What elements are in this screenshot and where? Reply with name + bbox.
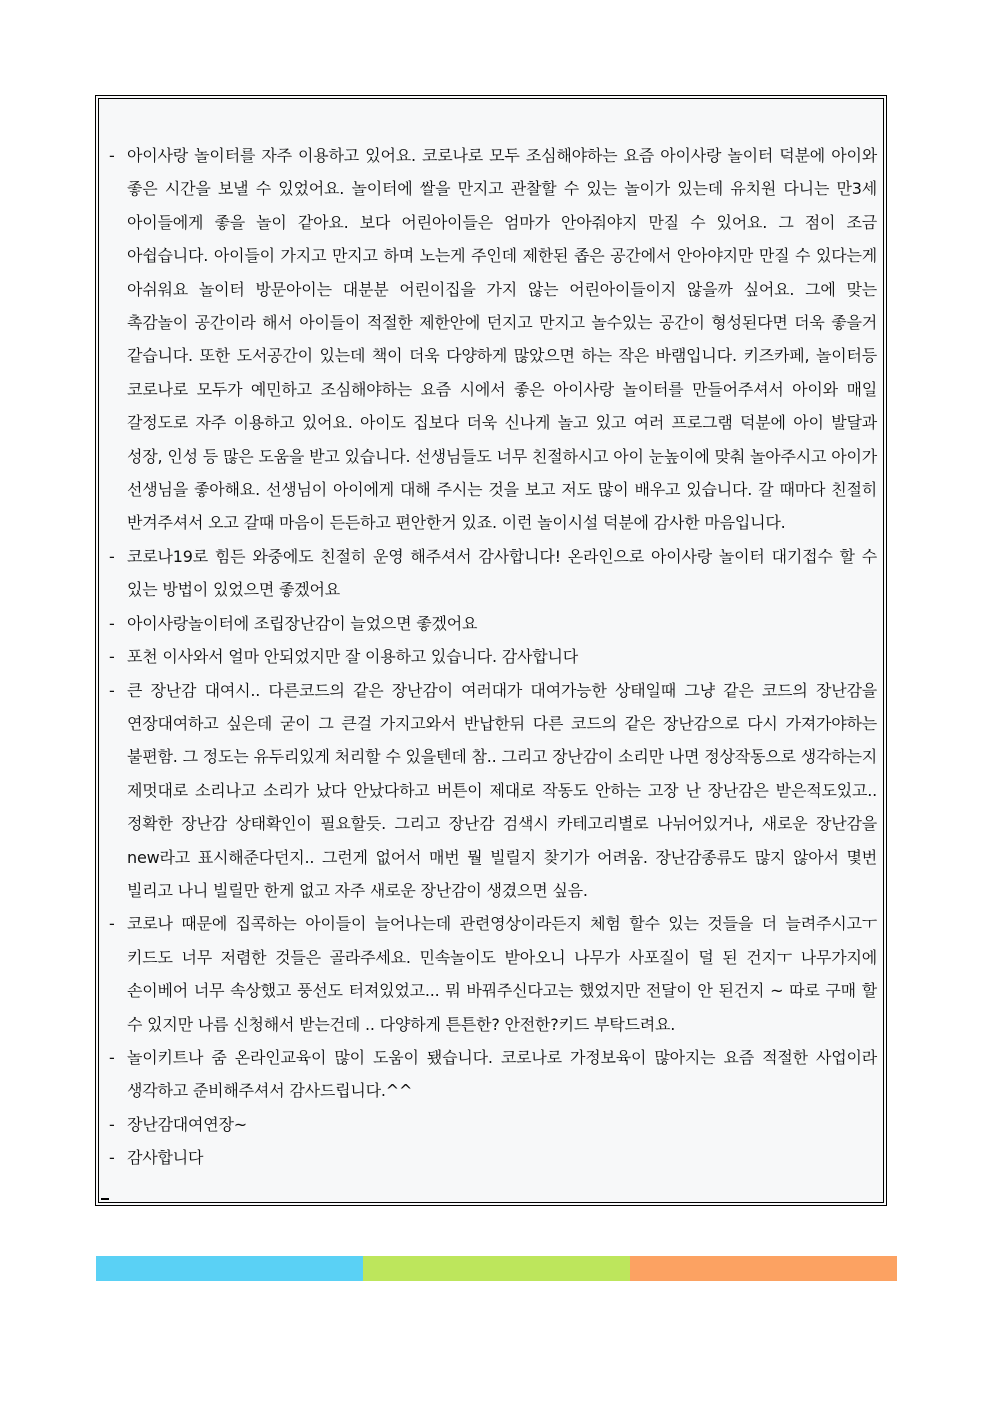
comment-text: 아이사랑놀이터에 조립장난감이 늘었으면 좋겠어요 (127, 613, 478, 633)
comment-text: 놀이키트나 줌 온라인교육이 많이 도움이 됐습니다. 코로나로 가정보육이 많아지는 요즘 적절한 사업이라 생각하고 준비해주셔서 감사드립니다.^^ (127, 1047, 877, 1101)
comment-item (109, 640, 877, 673)
bullet-dash: - (109, 914, 115, 934)
comment-text: 장난감대여연장~ (127, 1114, 247, 1134)
comment-text: 감사합니다 (127, 1148, 204, 1168)
bullet-dash: - (109, 1047, 115, 1067)
comment-item (109, 1108, 877, 1141)
comment-text: 코로나19로 힘든 와중에도 친절히 운영 해주셔서 감사합니다! 온라인으로 아이사랑 놀이터 대기접수 할 수 있는 방법이 있었으면 좋겠어요 (127, 546, 877, 600)
footer-color-bar (96, 1256, 897, 1281)
footer-bar-blue (96, 1256, 363, 1281)
comment-text: 포천 이사와서 얼마 안되었지만 잘 이용하고 있습니다. 감사합니다 (127, 647, 579, 667)
text-cursor-mark (101, 1198, 109, 1200)
bullet-dash: - (109, 613, 115, 633)
bullet-dash: - (109, 1114, 115, 1134)
comment-list (109, 139, 877, 1175)
comments-box (95, 95, 887, 1206)
comment-item (109, 540, 877, 607)
footer-bar-orange (630, 1256, 897, 1281)
comment-item (109, 1041, 877, 1108)
footer-bar-green (363, 1256, 630, 1281)
comment-item (109, 907, 877, 1041)
comment-item (109, 607, 877, 640)
comment-item (109, 674, 877, 908)
bullet-dash: - (109, 1148, 115, 1168)
bullet-dash: - (109, 146, 115, 165)
comment-text: 코로나 때문에 집콕하는 아이들이 늘어나는데 관련영상이라든지 체험 할수 있는 것들을 더 늘려주시고ㅜ 키드도 너무 저렴한 것들은 골라주세요. 민속놀이도 받아오니 나무가 사포질이 덜 된 건지ㅜ 나무가지에 손이베어 너무 속상했고 풍선도 터져있었고... 뭐 바꿔주신다고는 했었지만 전달이 안 된건지 ~ 따로 구매 할 수 있지만 나름 신청해서 받는건데 .. 다양하게 튼튼한? 안전한?키드 부탁드려요. (127, 914, 877, 1034)
bullet-dash: - (109, 680, 115, 700)
comment-text: 아이사랑 놀이터를 자주 이용하고 있어요. 코로나로 모두 조심해야하는 요즘 아이사랑 놀이터 덕분에 아이와 좋은 시간을 보낼 수 있었어요. 놀이터에 쌀을 만지고 관찰할 수 있는 놀이가 있는데 유치원 다니는 만3세 아이들에게 좋을 놀이 같아요. 보다 어린아이들은 엄마가 안아줘야지 만질 수 있어요. 그 점이 조금 아쉽습니다. 아이들이 가지고 만지고 하며 노는게 주인데 제한된 좁은 공간에서 안아야지만 만질 수 있다는게 아쉬워요 놀이터 방문아이는 대분분 어린이집을 가지 않는 어린아이들이지 않을까 싶어요. 그에 맞는 촉감놀이 공간이라 해서 아이들이 적절한 제한안에 던지고 만지고 놀수있는 공간이 형성된다면 더욱 좋을거 같습니다. 또한 도서공간이 있는데 책이 더욱 다양하게 많았으면 하는 작은 바램입니다. 키즈카페, 놀이터등 코로나로 모두가 예민하고 조심해야하는 요즘 시에서 좋은 아이사랑 놀이터를 만들어주셔서 아이와 매일 갈정도로 자주 이용하고 있어요. 아이도 집보다 더욱 신나게 놀고 있고 여러 프로그램 덕분에 아이 발달과 성장, 인성 등 많은 도움을 받고 있습니다. 선생님들도 너무 친절하시고 아이 눈높이에 맞춰 놀아주시고 아이가 선생님을 좋아해요. 선생님이 아이에게 대해 주시는 것을 보고 저도 많이 배우고 있습니다. 갈 때마다 친절히 반겨주셔서 오고 갈때 마음이 든든하고 편안한거 있죠. 이런 놀이시설 덕분에 감사한 마음입니다. (127, 146, 877, 533)
bullet-dash: - (109, 647, 115, 667)
comment-item (109, 139, 877, 540)
bullet-dash: - (109, 546, 115, 566)
comment-item (109, 1141, 877, 1174)
comment-text: 큰 장난감 대여시.. 다른코드의 같은 장난감이 여러대가 대여가능한 상태일때 그냥 같은 코드의 장난감을 연장대여하고 싶은데 굳이 그 큰걸 가지고와서 반납한뒤 다른 코드의 같은 장난감으로 다시 가져가야하는 불편함. 그 정도는 유두리있게 처리할 수 있을텐데 참.. 그리고 장난감이 소리만 나면 정상작동으로 생각하는지 제멋대로 소리나고 소리가 났다 안났다하고 버튼이 제대로 작동도 안하는 고장 난 장난감은 받은적도있고.. 정확한 장난감 상태확인이 필요할듯. 그리고 장난감 검색시 카테고리별로 나뉘어있거나, 새로운 장난감을 new라고 표시해준다던지.. 그런게 없어서 매번 뭘 빌릴지 찾기가 어려움. 장난감종류도 많지 않아서 몇번 빌리고 나니 빌릴만 한게 없고 자주 새로운 장난감이 생겼으면 싶음. (127, 680, 878, 900)
